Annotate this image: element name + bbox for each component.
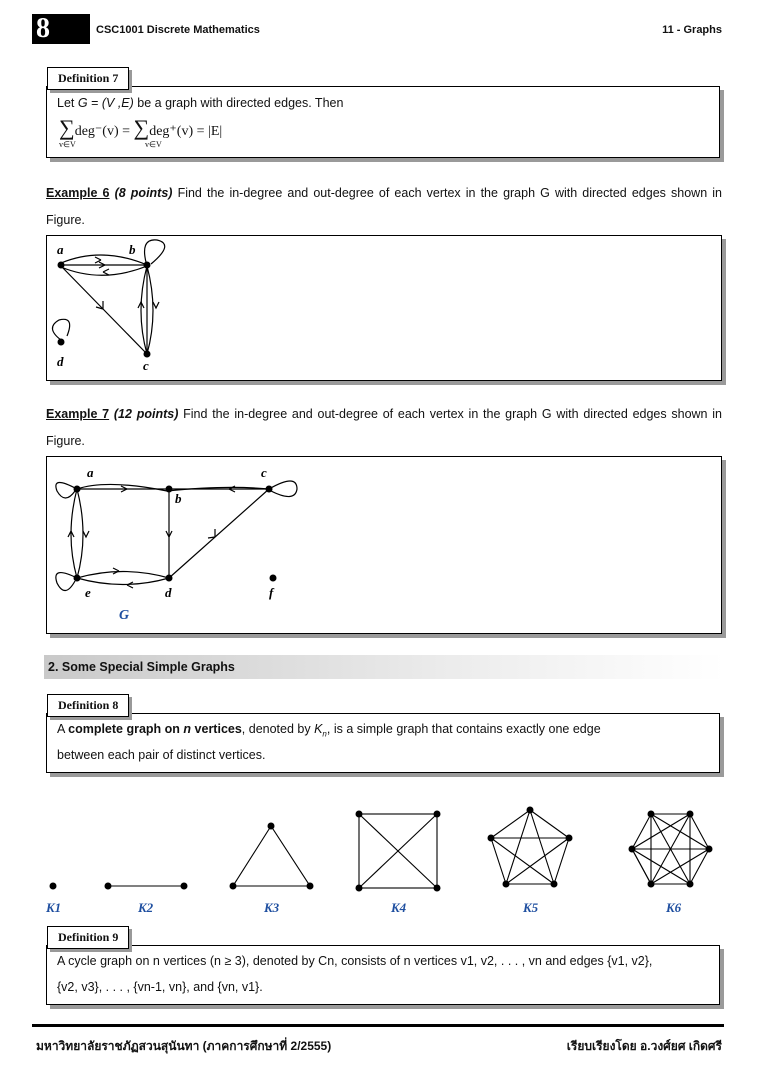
k1-label: K1 — [46, 900, 62, 915]
page-number: 8 — [36, 13, 50, 44]
definition-8-tab: Definition 8 — [47, 694, 129, 717]
vertex-a-label: a — [87, 465, 94, 480]
vertex-a-label: a — [57, 242, 64, 257]
footer-university: มหาวิทยาลัยราชภัฏสวนสุนันทา (ภาคการศึกษาที่ 2/2555) — [36, 1039, 332, 1053]
vertex-f-label: f — [269, 585, 274, 600]
definition-7-tab: Definition 7 — [47, 67, 129, 90]
definition-9-tab: Definition 9 — [47, 926, 129, 949]
example-6-text: Example 6 (8 points) Find the in-degree and out-degree of each vertex in the graph G with directed edges shown in Figure. — [46, 186, 722, 227]
example-6-figure — [46, 235, 722, 381]
definition-9-line1: A cycle graph on n vertices (n ≥ 3), denoted by Cn, consists of n vertices v1, v2, . . . , vn and edges {v1, v2}, — [57, 954, 653, 968]
k2-label: K2 — [138, 900, 154, 915]
vertex-c-label: c — [143, 358, 149, 373]
definition-9-box — [46, 945, 720, 1005]
definition-7-box: Let G = (V ,E) be a graph with directed edges. Then ∑deg⁻(v) = ∑deg⁺(v) = |E| v∈V v∈V — [46, 86, 720, 158]
definition-8-box — [46, 713, 720, 773]
chapter-title: 11 - Graphs — [662, 24, 722, 36]
definition-8-line2: between each pair of distinct vertices. — [57, 748, 266, 762]
vertex-b-label: b — [129, 242, 136, 257]
k3-label: K3 — [264, 900, 280, 915]
graph-caption: G — [119, 608, 130, 623]
vertex-c-label: c — [261, 465, 267, 480]
course-title: CSC1001 Discrete Mathematics — [96, 24, 260, 36]
vertex-d-label: d — [165, 585, 172, 600]
definition-7-text: Let G = (V ,E) be a graph with directed edges. Then — [57, 96, 344, 110]
vertex-e-label: e — [85, 585, 91, 600]
degree-formula: ∑deg⁻(v) = ∑deg⁺(v) = |E| — [59, 115, 223, 140]
k5-label: K5 — [523, 900, 539, 915]
directed-graph-ex7 — [47, 457, 721, 633]
k6-label: K6 — [666, 900, 682, 915]
footer-author: เรียบเรียงโดย อ.วงศ์ยศ เกิดศรี — [566, 1039, 722, 1053]
section-heading: 2. Some Special Simple Graphs — [44, 655, 724, 679]
vertex-d-label: d — [57, 354, 64, 369]
complete-graphs-figure — [40, 780, 720, 900]
k4-label: K4 — [391, 900, 407, 915]
vertex-b-label: b — [175, 491, 182, 506]
example-7-figure — [46, 456, 722, 634]
definition-9-line2: {v2, v3}, . . . , {vn-1, vn}, and {vn, v1}. — [57, 980, 263, 994]
directed-graph-ex6 — [47, 236, 721, 380]
example-7-text: Example 7 (12 points) Find the in-degree and out-degree of each vertex in the graph G with directed edges shown in Figure. — [46, 407, 722, 448]
definition-8-line1: A complete graph on n vertices, denoted by $K_n$, is a simple graph that contains exactly one edge — [57, 722, 601, 739]
footer-rule — [32, 1024, 724, 1027]
